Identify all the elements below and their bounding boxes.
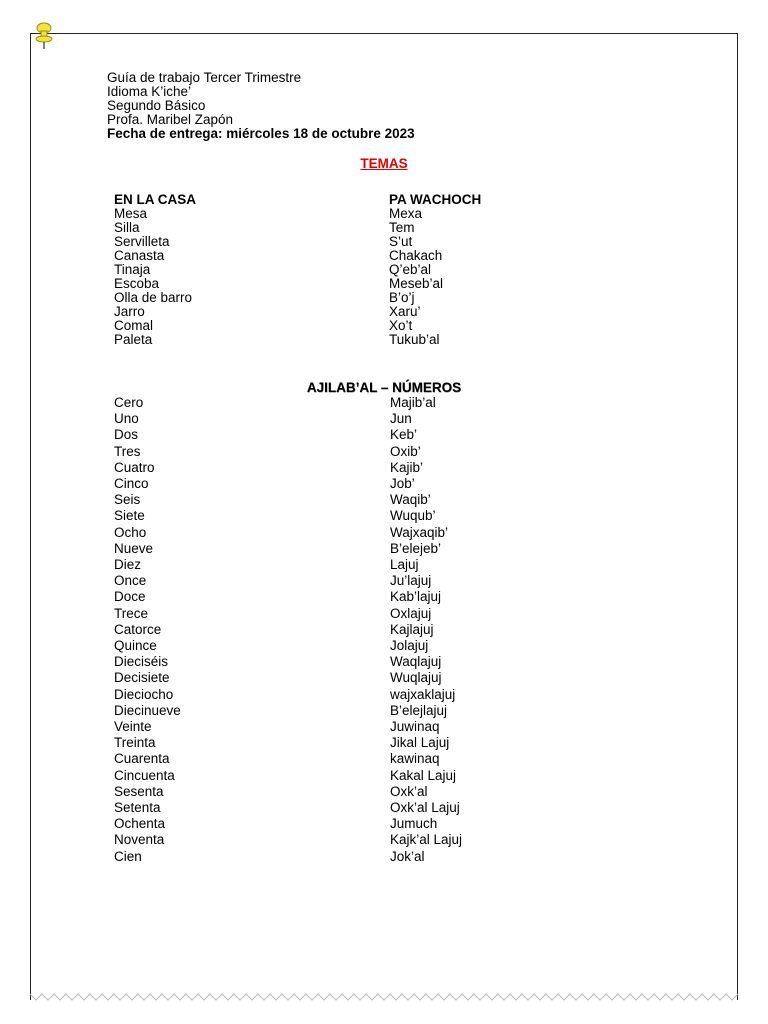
- numero-kiche-word: Jok’al: [390, 848, 425, 864]
- numero-kiche-word: wajxaklajuj: [390, 686, 456, 702]
- numero-kiche-word: Oxib’: [390, 443, 421, 459]
- numeros-spanish-column: [114, 395, 181, 865]
- numero-spanish-word: Cuarenta: [114, 751, 170, 767]
- section-title-temas: TEMAS: [360, 156, 408, 171]
- numero-kiche-word: Majib’al: [390, 395, 436, 410]
- casa-spanish-word: Mesa: [114, 206, 148, 221]
- numero-spanish-word: Cien: [114, 848, 142, 864]
- casa-spanish-word: Comal: [114, 318, 154, 333]
- casa-kiche-word: Mexa: [389, 206, 423, 221]
- header-title: Guía de trabajo Tercer Trimestre: [107, 70, 302, 85]
- numero-kiche-word: kawinaq: [390, 751, 440, 767]
- numero-spanish-word: Decisiete: [114, 670, 170, 686]
- casa-kiche-word: Meseb’al: [389, 276, 444, 291]
- numero-kiche-word: Oxk’al: [390, 783, 428, 799]
- numero-spanish-word: Sesenta: [114, 783, 164, 799]
- numero-spanish-word: Cero: [114, 395, 144, 410]
- casa-spanish-word: Silla: [114, 220, 140, 235]
- casa-right-heading: PA WACHOCH: [389, 192, 482, 207]
- casa-spanish-word: Jarro: [114, 304, 145, 319]
- numero-spanish-word: Quince: [114, 638, 157, 654]
- numero-spanish-word: Tres: [114, 443, 141, 459]
- numero-kiche-word: Kajk’al Lajuj: [390, 832, 463, 848]
- numero-spanish-word: Doce: [114, 589, 146, 605]
- casa-spanish-word: Canasta: [114, 248, 165, 263]
- numero-kiche-word: Jumuch: [390, 816, 438, 832]
- header-grade: Segundo Básico: [107, 98, 206, 113]
- numero-kiche-word: Jolajuj: [390, 638, 429, 654]
- numero-spanish-word: Cuatro: [114, 459, 155, 475]
- numero-kiche-word: B’elejeb’: [390, 540, 442, 556]
- numero-kiche-word: Waqib’: [390, 492, 431, 508]
- numero-kiche-word: Jikal Lajuj: [390, 735, 450, 751]
- numero-spanish-word: Setenta: [114, 800, 161, 816]
- casa-left-heading: EN LA CASA: [114, 192, 197, 207]
- numero-spanish-word: Uno: [114, 411, 139, 427]
- numero-spanish-word: Cincuenta: [114, 767, 175, 783]
- numero-spanish-word: Seis: [114, 492, 141, 508]
- numeros-kiche-column: [390, 395, 462, 865]
- numero-kiche-word: Juwinaq: [390, 719, 440, 735]
- numero-spanish-word: Treinta: [114, 735, 156, 751]
- numero-kiche-word: Kab’lajuj: [390, 589, 442, 605]
- casa-kiche-column: [389, 193, 481, 347]
- casa-spanish-word: Paleta: [114, 332, 153, 347]
- numero-spanish-word: Dos: [114, 427, 139, 443]
- numero-spanish-word: Ochenta: [114, 816, 166, 832]
- numero-kiche-word: Job’: [390, 476, 415, 492]
- numero-kiche-word: Ju’lajuj: [390, 573, 432, 589]
- numero-spanish-word: Dieciséis: [114, 654, 169, 670]
- section-title-numeros: AJILAB’AL – NÚMEROS: [306, 380, 462, 395]
- casa-spanish-word: Servilleta: [114, 234, 170, 249]
- casa-kiche-word: S’ut: [389, 234, 413, 249]
- page-torn-edge: [30, 990, 738, 1004]
- numero-spanish-word: Noventa: [114, 832, 165, 848]
- numero-kiche-word: Oxk’al Lajuj: [390, 800, 460, 816]
- header-subject: Idioma K’iche’: [107, 84, 192, 99]
- casa-kiche-word: B’o’j: [389, 290, 415, 305]
- numero-kiche-word: Wuqub’: [390, 508, 436, 524]
- numero-kiche-word: Waqlajuj: [390, 654, 442, 670]
- casa-kiche-word: Xaru’: [389, 304, 421, 319]
- numero-spanish-word: Veinte: [114, 719, 152, 735]
- casa-kiche-word: Tukub’al: [389, 332, 440, 347]
- header-teacher: Profa. Maribel Zapón: [107, 112, 234, 127]
- document-header: [107, 71, 415, 141]
- numero-spanish-word: Catorce: [114, 621, 162, 637]
- pushpin-icon: [33, 22, 55, 50]
- numero-kiche-word: Kajlajuj: [390, 621, 434, 637]
- numero-kiche-word: Wajxaqib’: [390, 524, 449, 540]
- numero-spanish-word: Cinco: [114, 476, 149, 492]
- casa-spanish-word: Tinaja: [114, 262, 151, 277]
- numero-kiche-word: Wuqlajuj: [390, 670, 442, 686]
- numero-kiche-word: Oxlajuj: [390, 605, 432, 621]
- casa-spanish-word: Olla de barro: [114, 290, 193, 305]
- numero-kiche-word: Keb’: [390, 427, 418, 443]
- casa-kiche-word: Q’eb’al: [389, 262, 432, 277]
- numero-kiche-word: Jun: [390, 411, 412, 427]
- casa-kiche-word: Chakach: [389, 248, 443, 263]
- numero-spanish-word: Siete: [114, 508, 145, 524]
- casa-spanish-word: Escoba: [114, 276, 160, 291]
- casa-spanish-column: [114, 193, 196, 347]
- numero-kiche-word: B’elejlajuj: [390, 702, 448, 718]
- numero-kiche-word: Lajuj: [390, 557, 419, 573]
- header-due-date: Fecha de entrega: miércoles 18 de octubre 2023: [107, 126, 415, 141]
- numero-kiche-word: Kajib’: [390, 459, 424, 475]
- numero-spanish-word: Dieciocho: [114, 686, 174, 702]
- numero-spanish-word: Diecinueve: [114, 702, 181, 718]
- casa-kiche-word: Xo’t: [389, 318, 413, 333]
- numero-spanish-word: Nueve: [114, 540, 154, 556]
- numero-kiche-word: Kakal Lajuj: [390, 767, 457, 783]
- casa-kiche-word: Tem: [389, 220, 415, 235]
- numero-spanish-word: Once: [114, 573, 147, 589]
- numero-spanish-word: Trece: [114, 605, 149, 621]
- numero-spanish-word: Diez: [114, 557, 142, 573]
- numero-spanish-word: Ocho: [114, 524, 147, 540]
